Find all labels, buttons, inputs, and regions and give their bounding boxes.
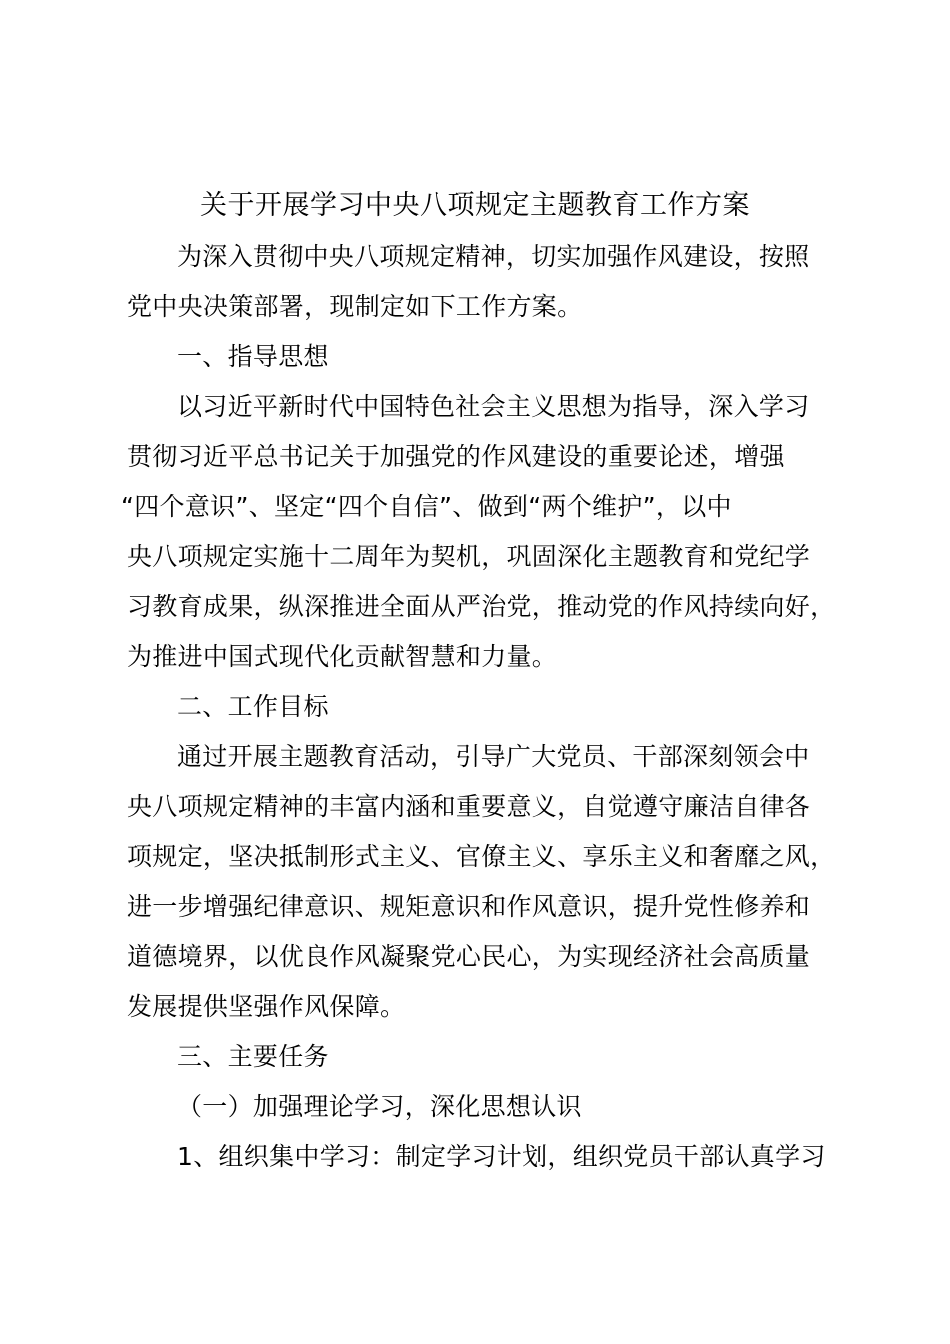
section-heading-work-goals: 二、工作目标 <box>177 692 329 721</box>
paragraph-goals-line-2: 央八项规定精神的丰富内涵和重要意义，自觉遵守廉洁自律各 <box>127 792 811 821</box>
paragraph-goals-line-4: 进一步增强纪律意识、规矩意识和作风意识，提升党性修养和 <box>127 892 811 921</box>
paragraph-guiding-line-2: 贯彻习近平总书记关于加强党的作风建设的重要论述，增强 <box>127 442 785 471</box>
paragraph-guiding-line-6: 为推进中国式现代化贡献智慧和力量。 <box>127 642 558 671</box>
paragraph-goals-line-6: 发展提供坚强作风保障。 <box>127 992 406 1021</box>
paragraph-goals-line-5: 道德境界，以优良作风凝聚党心民心，为实现经济社会高质量 <box>127 942 811 971</box>
paragraph-intro-line-2: 党中央决策部署，现制定如下工作方案。 <box>127 292 583 321</box>
paragraph-guiding-line-4: 央八项规定实施十二周年为契机，巩固深化主题教育和党纪学 <box>127 542 811 571</box>
section-heading-main-tasks: 三、主要任务 <box>177 1042 329 1071</box>
paragraph-intro-line-1: 为深入贯彻中央八项规定精神，切实加强作风建设，按照 <box>177 242 810 271</box>
subsection-heading-theory-study: （一）加强理论学习，深化思想认识 <box>177 1092 582 1121</box>
list-item-centralized-study: 1、组织集中学习：制定学习计划，组织党员干部认真学习 <box>177 1142 826 1171</box>
paragraph-goals-line-1: 通过开展主题教育活动，引导广大党员、干部深刻领会中 <box>177 742 810 771</box>
paragraph-guiding-line-5: 习教育成果，纵深推进全面从严治党，推动党的作风持续向好， <box>127 592 836 621</box>
paragraph-guiding-line-3: “四个意识”、坚定“四个自信”、做到“两个维护”，以中 <box>121 492 732 521</box>
paragraph-goals-line-3: 项规定，坚决抵制形式主义、官僚主义、享乐主义和奢靡之风， <box>127 842 836 871</box>
document-title: 关于开展学习中央八项规定主题教育工作方案 <box>200 190 750 221</box>
section-heading-guiding-thought: 一、指导思想 <box>177 342 329 371</box>
paragraph-guiding-line-1: 以习近平新时代中国特色社会主义思想为指导，深入学习 <box>177 392 810 421</box>
document-body <box>121 232 847 1182</box>
